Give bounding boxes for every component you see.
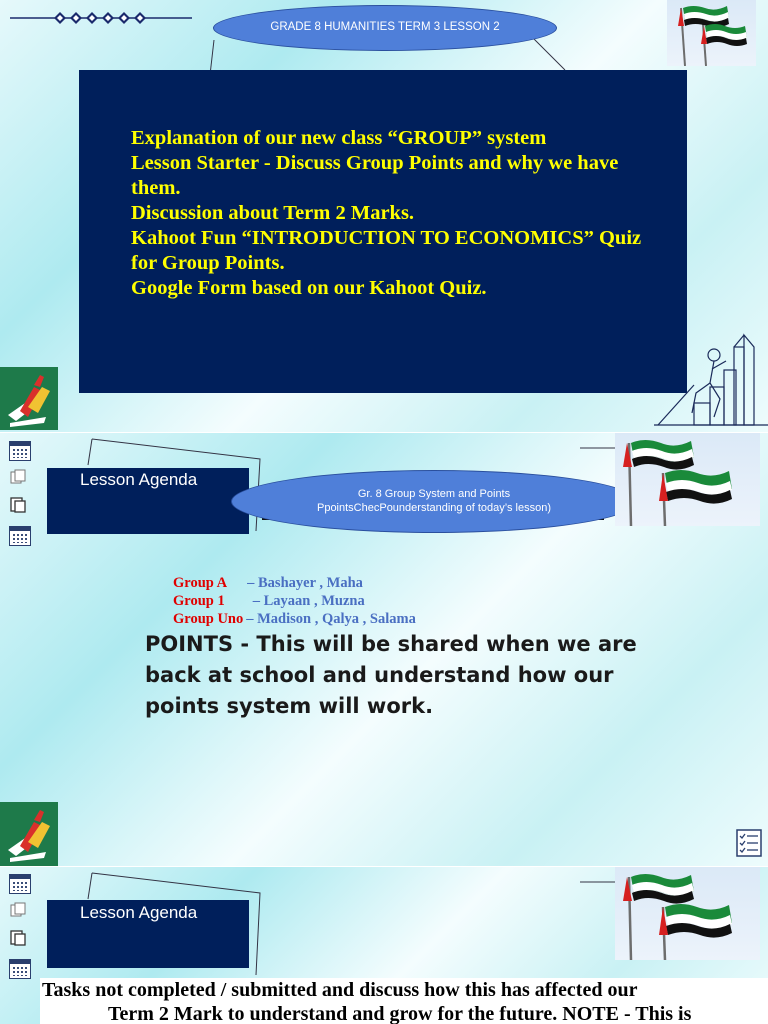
climbing-figure-icon [654,325,768,429]
group-members: – Madison , Qalya , Salama [246,611,416,627]
uae-flags-image [615,433,760,526]
lesson-title: GRADE 8 HUMANITIES TERM 3 LESSON 2 [270,21,500,34]
calendar-icon [9,959,31,979]
copy-icon [10,930,26,946]
group-name: Group Uno [173,611,244,627]
agenda-line: Google Form based on our Kahoot Quiz. [131,277,487,299]
uae-flags-image [615,867,760,960]
calendar-icon [9,874,31,894]
lesson-agenda-label: Lesson Agenda [80,470,198,489]
copy-icon [10,902,26,918]
points-line: POINTS - This will be shared when we are [145,632,637,656]
group-members: – Bashayer , Maha [247,575,363,591]
points-line: points system will work. [145,694,434,718]
diamond-divider [10,8,192,28]
group-members: – Layaan , Muzna [252,593,365,609]
points-note [145,629,745,722]
copy-icon [10,497,26,513]
agenda-line: Kahoot Fun “INTRODUCTION TO ECONOMICS” Quiz [131,227,642,249]
task-line-2: Term 2 Mark to understand and grow for the future. NOTE - This is [108,1003,692,1024]
school-logo [0,802,58,866]
calendar-icon [9,441,31,461]
connector-line [580,443,620,453]
agenda-line: Explanation of our new class “GROUP” system [131,127,547,149]
lesson-agenda-box [47,468,249,534]
slide-1 [0,0,768,432]
topic-line-1: Gr. 8 Group System and Points [357,488,511,501]
group-row [173,610,416,628]
lesson-title-oval [213,5,557,51]
lesson-agenda-box [47,900,249,968]
task-line-1: Tasks not completed / submitted and discuss how this has affected our [42,979,638,1001]
group-row [173,574,416,592]
checklist-icon [736,829,762,857]
slide-2 [0,433,768,866]
group-row [173,592,416,610]
uae-flags-image [667,0,756,66]
task-note [40,978,768,1024]
school-logo [0,367,58,430]
topic-line-2: PpointsChecPounderstanding of today’s lesson) [316,501,551,514]
lesson-agenda-label: Lesson Agenda [80,903,198,922]
points-line: back at school and understand how our [145,663,614,687]
connector-line [580,877,620,887]
agenda-line: Lesson Starter - Discuss Group Points and why we have [131,152,619,174]
group-name: Group 1 [173,593,225,609]
agenda-line: for Group Points. [131,252,285,274]
agenda-content-box [79,70,687,393]
agenda-line: Discussion about Term 2 Marks. [131,202,415,224]
group-name: Group A [173,575,228,591]
calendar-icon [9,526,31,546]
agenda-line: them. [131,177,181,199]
copy-icon [10,469,26,485]
slide-3 [0,867,768,1024]
group-list [173,574,416,628]
topic-oval [231,470,637,533]
